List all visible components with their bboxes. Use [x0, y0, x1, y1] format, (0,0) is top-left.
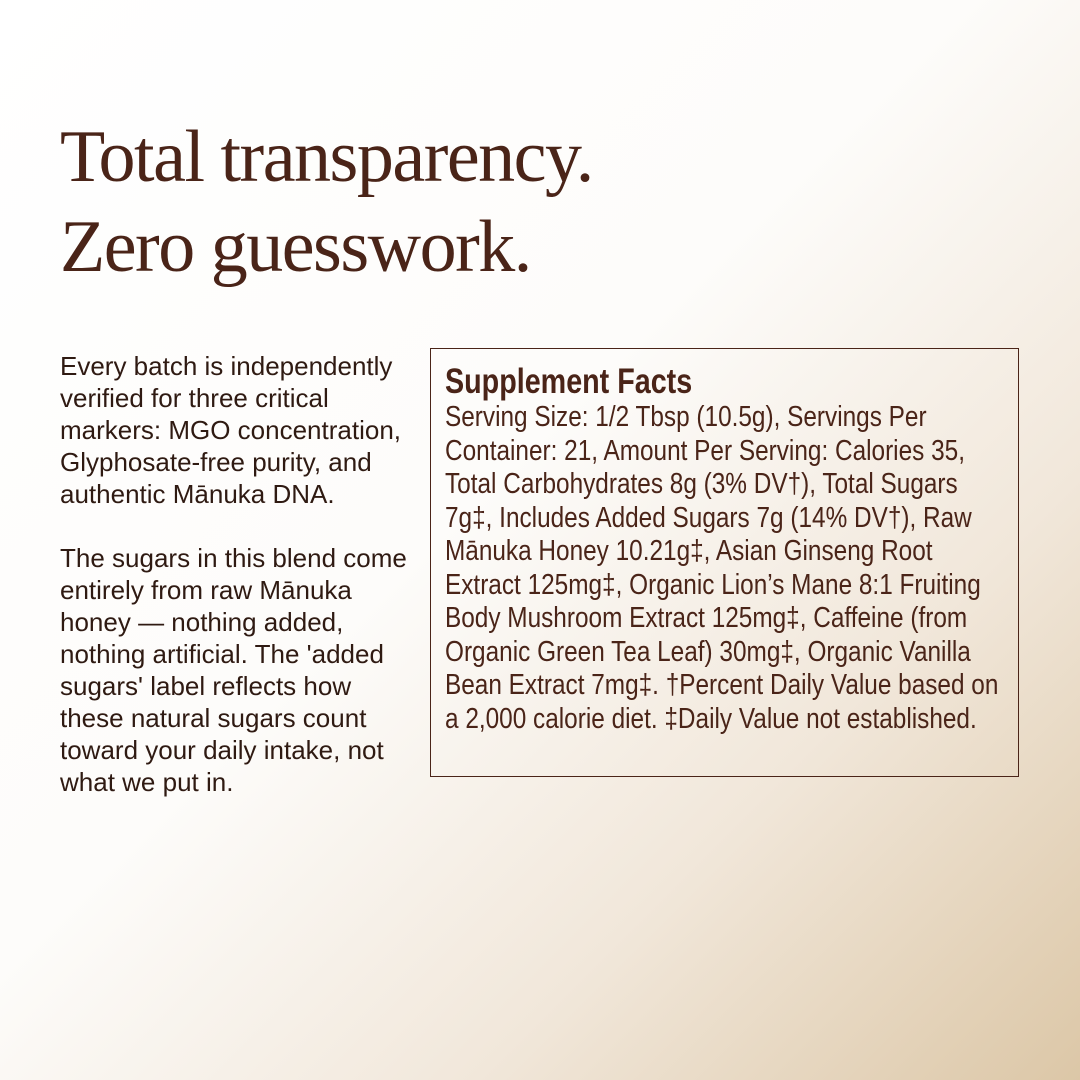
headline: [60, 112, 593, 292]
supplement-facts-text: Serving Size: 1/2 Tbsp (10.5g), Servings Per Container: 21, Amount Per Serving: Calories 35, Total Carbohydrates 8g (3% DV†), Total Sugars 7g‡, Includes Added Sugars 7g (14% DV†), Raw Mānuka Honey 10.21g‡, Asian Ginseng Root Extract 125mg‡, Organic Lion’s Mane 8:1 Fruiting Body Mushroom Extract 125mg‡, Caffeine (from Organic Green Tea Leaf) 30mg‡, Organic Vanilla Bean Extract 7mg‡. †Percent Daily Value based on a 2,000 calorie diet. ‡Daily Value not established.: [445, 401, 999, 735]
body-paragraph-sugars: The sugars in this blend come entirely from raw Mānuka honey — nothing added, nothing artificial. The 'added sugars' label reflects how these natural sugars count toward your daily intake, not what we put in.: [60, 543, 407, 797]
headline-line-1: Total transparency.: [60, 116, 593, 198]
body-paragraph-verification: Every batch is independently verified for three critical markers: MGO concentration, Glyphosate-free purity, and authentic Mānuka DNA.: [60, 351, 401, 509]
supplement-facts-panel: [430, 348, 1019, 777]
headline-line-2: Zero guesswork.: [60, 206, 531, 288]
supplement-facts-title: Supplement Facts: [445, 362, 693, 401]
body-copy: [60, 350, 410, 830]
